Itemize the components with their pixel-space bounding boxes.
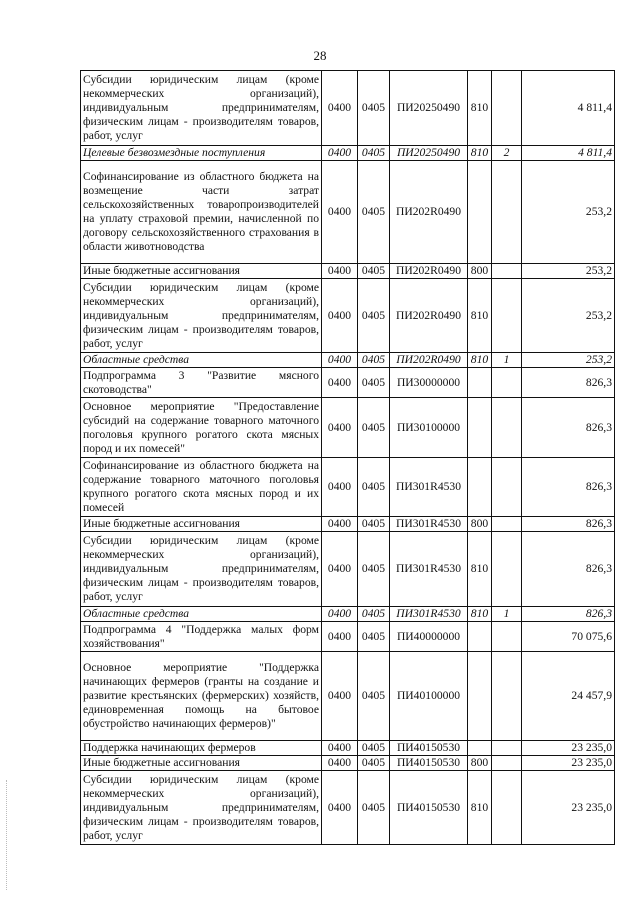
row-vr xyxy=(468,458,492,517)
row-amount: 253,2 xyxy=(522,279,615,353)
row-code: ПИ20250490 xyxy=(390,71,468,146)
row-source xyxy=(492,741,522,756)
row-vr: 810 xyxy=(468,771,492,845)
row-code: ПИ202R0490 xyxy=(390,161,468,264)
row-vr xyxy=(468,741,492,756)
row-source: 2 xyxy=(492,146,522,161)
row-code: ПИ30000000 xyxy=(390,368,468,398)
row-vr: 800 xyxy=(468,756,492,771)
row-subsection: 0405 xyxy=(358,652,390,741)
row-subsection: 0405 xyxy=(358,146,390,161)
row-name: Подпрограмма 3 "Развитие мясного скотоводства" xyxy=(81,368,322,398)
row-amount: 24 457,9 xyxy=(522,652,615,741)
row-subsection: 0405 xyxy=(358,458,390,517)
row-section: 0400 xyxy=(322,458,358,517)
table-row xyxy=(81,458,615,517)
scan-edge-marks xyxy=(6,780,9,890)
row-amount: 70 075,6 xyxy=(522,622,615,652)
row-section: 0400 xyxy=(322,368,358,398)
row-source xyxy=(492,517,522,532)
row-section: 0400 xyxy=(322,532,358,607)
row-amount: 23 235,0 xyxy=(522,741,615,756)
row-name: Субсидии юридическим лицам (кроме некоммерческих организаций), индивидуальным предпринимателям, физическим лицам - производителям товаров, работ, услуг xyxy=(81,771,322,845)
row-code: ПИ40100000 xyxy=(390,652,468,741)
row-vr: 810 xyxy=(468,532,492,607)
row-amount: 253,2 xyxy=(522,161,615,264)
table-row xyxy=(81,146,615,161)
table-row xyxy=(81,71,615,146)
row-section: 0400 xyxy=(322,607,358,622)
row-name: Основное мероприятие "Поддержка начинающих фермеров (гранты на создание и развитие крестьянских (фермерских) хозяйств, единовременная помощь на бытовое обустройство начинающих фермеров)" xyxy=(81,652,322,741)
row-name: Иные бюджетные ассигнования xyxy=(81,756,322,771)
row-section: 0400 xyxy=(322,622,358,652)
row-source: 1 xyxy=(492,353,522,368)
row-section: 0400 xyxy=(322,741,358,756)
row-section: 0400 xyxy=(322,279,358,353)
row-vr xyxy=(468,161,492,264)
row-subsection: 0405 xyxy=(358,532,390,607)
row-name: Софинансирование из областного бюджета на содержание товарного маточного поголовья крупного рогатого скота мясных пород и их помесей xyxy=(81,458,322,517)
table-row xyxy=(81,161,615,264)
row-section: 0400 xyxy=(322,146,358,161)
row-subsection: 0405 xyxy=(358,756,390,771)
row-vr: 810 xyxy=(468,71,492,146)
row-source: 1 xyxy=(492,607,522,622)
row-name: Подпрограмма 4 "Поддержка малых форм хозяйствования" xyxy=(81,622,322,652)
row-section: 0400 xyxy=(322,353,358,368)
row-section: 0400 xyxy=(322,264,358,279)
table-row xyxy=(81,771,615,845)
row-subsection: 0405 xyxy=(358,161,390,264)
row-amount: 826,3 xyxy=(522,607,615,622)
row-subsection: 0405 xyxy=(358,741,390,756)
row-amount: 253,2 xyxy=(522,353,615,368)
row-section: 0400 xyxy=(322,652,358,741)
row-section: 0400 xyxy=(322,398,358,458)
row-subsection: 0405 xyxy=(358,71,390,146)
row-vr xyxy=(468,368,492,398)
row-amount: 826,3 xyxy=(522,532,615,607)
row-code: ПИ40150530 xyxy=(390,771,468,845)
row-code: ПИ202R0490 xyxy=(390,353,468,368)
row-code: ПИ202R0490 xyxy=(390,264,468,279)
table-row xyxy=(81,622,615,652)
row-subsection: 0405 xyxy=(358,622,390,652)
row-vr xyxy=(468,622,492,652)
row-amount: 23 235,0 xyxy=(522,771,615,845)
row-vr: 800 xyxy=(468,264,492,279)
row-section: 0400 xyxy=(322,161,358,264)
row-name: Иные бюджетные ассигнования xyxy=(81,264,322,279)
row-subsection: 0405 xyxy=(358,771,390,845)
table-row xyxy=(81,264,615,279)
row-code: ПИ301R4530 xyxy=(390,607,468,622)
row-vr xyxy=(468,398,492,458)
row-name: Софинансирование из областного бюджета на возмещение части затрат сельскохозяйственных товаропроизводителей на уплату страховой премии, начисленной по договору сельскохозяйственного страхования в области животноводства xyxy=(81,161,322,264)
row-amount: 826,3 xyxy=(522,398,615,458)
row-subsection: 0405 xyxy=(358,264,390,279)
row-subsection: 0405 xyxy=(358,353,390,368)
row-code: ПИ202R0490 xyxy=(390,279,468,353)
row-subsection: 0405 xyxy=(358,398,390,458)
row-code: ПИ40000000 xyxy=(390,622,468,652)
row-source xyxy=(492,71,522,146)
row-name: Целевые безвозмездные поступления xyxy=(81,146,322,161)
table-row xyxy=(81,756,615,771)
page-number: 28 xyxy=(313,48,327,63)
row-code: ПИ20250490 xyxy=(390,146,468,161)
row-source xyxy=(492,161,522,264)
table-row xyxy=(81,368,615,398)
row-subsection: 0405 xyxy=(358,607,390,622)
row-source xyxy=(492,532,522,607)
row-amount: 826,3 xyxy=(522,517,615,532)
row-amount: 4 811,4 xyxy=(522,146,615,161)
row-section: 0400 xyxy=(322,71,358,146)
row-vr xyxy=(468,652,492,741)
row-name: Иные бюджетные ассигнования xyxy=(81,517,322,532)
row-name: Субсидии юридическим лицам (кроме некоммерческих организаций), индивидуальным предпринимателям, физическим лицам - производителям товаров, работ, услуг xyxy=(81,71,322,146)
row-amount: 4 811,4 xyxy=(522,71,615,146)
row-vr: 810 xyxy=(468,146,492,161)
row-vr: 800 xyxy=(468,517,492,532)
row-vr: 810 xyxy=(468,353,492,368)
row-section: 0400 xyxy=(322,756,358,771)
row-name: Основное мероприятие "Предоставление субсидий на содержание товарного маточного поголовья крупного рогатого скота мясных пород и их помесей" xyxy=(81,398,322,458)
row-source xyxy=(492,398,522,458)
table-row xyxy=(81,517,615,532)
row-vr: 810 xyxy=(468,279,492,353)
row-name: Субсидии юридическим лицам (кроме некоммерческих организаций), индивидуальным предпринимателям, физическим лицам - производителям товаров, работ, услуг xyxy=(81,279,322,353)
table-row xyxy=(81,353,615,368)
row-source xyxy=(492,622,522,652)
table-row xyxy=(81,532,615,607)
row-source xyxy=(492,771,522,845)
row-source xyxy=(492,368,522,398)
row-name: Поддержка начинающих фермеров xyxy=(81,741,322,756)
row-code: ПИ40150530 xyxy=(390,741,468,756)
row-source xyxy=(492,756,522,771)
row-subsection: 0405 xyxy=(358,368,390,398)
row-source xyxy=(492,458,522,517)
table-row xyxy=(81,279,615,353)
row-amount: 253,2 xyxy=(522,264,615,279)
table-row xyxy=(81,741,615,756)
row-name: Субсидии юридическим лицам (кроме некоммерческих организаций), индивидуальным предпринимателям, физическим лицам - производителям товаров, работ, услуг xyxy=(81,532,322,607)
row-subsection: 0405 xyxy=(358,279,390,353)
row-code: ПИ30100000 xyxy=(390,398,468,458)
row-amount: 23 235,0 xyxy=(522,756,615,771)
row-amount: 826,3 xyxy=(522,458,615,517)
row-name: Областные средства xyxy=(81,607,322,622)
row-code: ПИ301R4530 xyxy=(390,532,468,607)
table-row xyxy=(81,398,615,458)
row-code: ПИ40150530 xyxy=(390,756,468,771)
row-section: 0400 xyxy=(322,771,358,845)
budget-table xyxy=(80,70,615,845)
row-name: Областные средства xyxy=(81,353,322,368)
row-section: 0400 xyxy=(322,517,358,532)
row-vr: 810 xyxy=(468,607,492,622)
row-source xyxy=(492,652,522,741)
table-row xyxy=(81,652,615,741)
row-subsection: 0405 xyxy=(358,517,390,532)
row-source xyxy=(492,279,522,353)
row-source xyxy=(492,264,522,279)
row-code: ПИ301R4530 xyxy=(390,458,468,517)
table-row xyxy=(81,607,615,622)
row-code: ПИ301R4530 xyxy=(390,517,468,532)
row-amount: 826,3 xyxy=(522,368,615,398)
